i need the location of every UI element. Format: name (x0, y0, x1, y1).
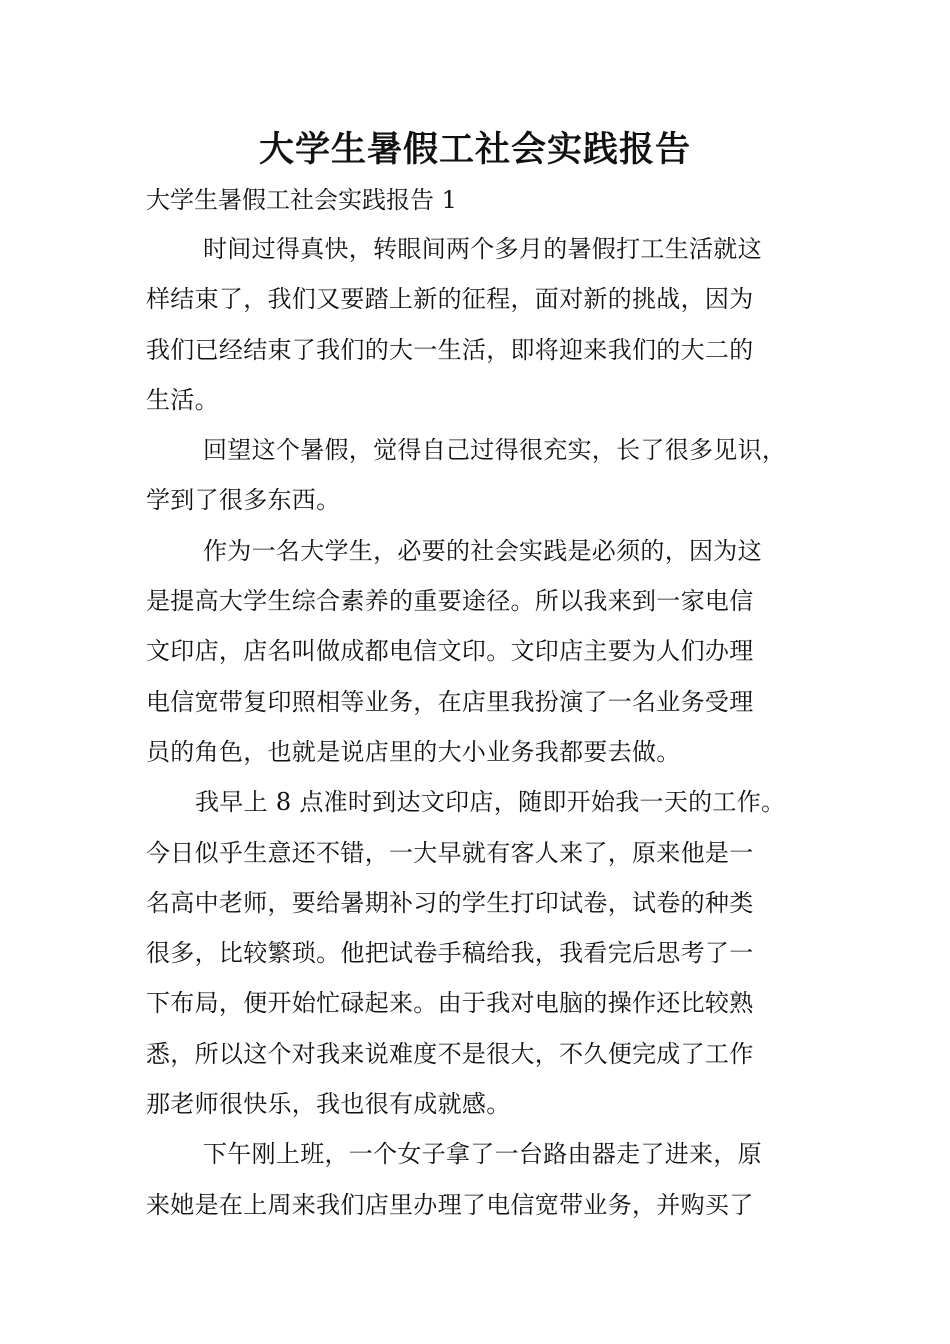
text-line: 生活。 (146, 385, 219, 414)
text-line: 样结束了，我们又要踏上新的征程，面对新的挑战，因为 (146, 285, 754, 314)
text-line: 下午刚上班，一个女子拿了一台路由器走了进来，原 (203, 1140, 762, 1169)
text-line: 作为一名大学生，必要的社会实践是必须的，因为这 (203, 536, 762, 565)
text-line: 电信宽带复印照相等业务，在店里我扮演了一名业务受理 (146, 687, 754, 716)
text-line: 来她是在上周来我们店里办理了电信宽带业务，并购买了 (146, 1190, 754, 1219)
text-line: 名高中老师，要给暑期补习的学生打印试卷，试卷的种类 (146, 888, 754, 917)
text-line: 学到了很多东西。 (146, 486, 341, 515)
text-line: 员的角色，也就是说店里的大小业务我都要去做。 (146, 737, 681, 766)
text-line: 我们已经结束了我们的大一生活，即将迎来我们的大二的 (146, 335, 754, 364)
document-title: 大学生暑假工社会实践报告 (258, 130, 691, 170)
text-line: 很多，比较繁琐。他把试卷手稿给我，我看完后思考了一 (146, 939, 754, 968)
document-body (146, 229, 826, 1235)
text-line: 今日似乎生意还不错，一大早就有客人来了，原来他是一 (146, 838, 754, 867)
text-line: 下布局，便开始忙碌起来。由于我对电脑的操作还比较熟 (146, 989, 754, 1018)
text-line: 我早上 8 点准时到达文印店，随即开始我一天的工作。 (195, 788, 786, 817)
text-line: 那老师很快乐，我也很有成就感。 (146, 1090, 511, 1119)
text-line: 回望这个暑假，觉得自己过得很充实，长了很多见识， (203, 436, 787, 465)
text-line: 文印店，店名叫做成都电信文印。文印店主要为人们办理 (146, 637, 754, 666)
text-line: 时间过得真快，转眼间两个多月的暑假打工生活就这 (203, 235, 762, 263)
section-heading: 大学生暑假工社会实践报告 1 (146, 186, 457, 214)
text-line: 是提高大学生综合素养的重要途径。所以我来到一家电信 (146, 587, 754, 616)
text-line: 悉，所以这个对我来说难度不是很大，不久便完成了工作 (146, 1039, 754, 1068)
